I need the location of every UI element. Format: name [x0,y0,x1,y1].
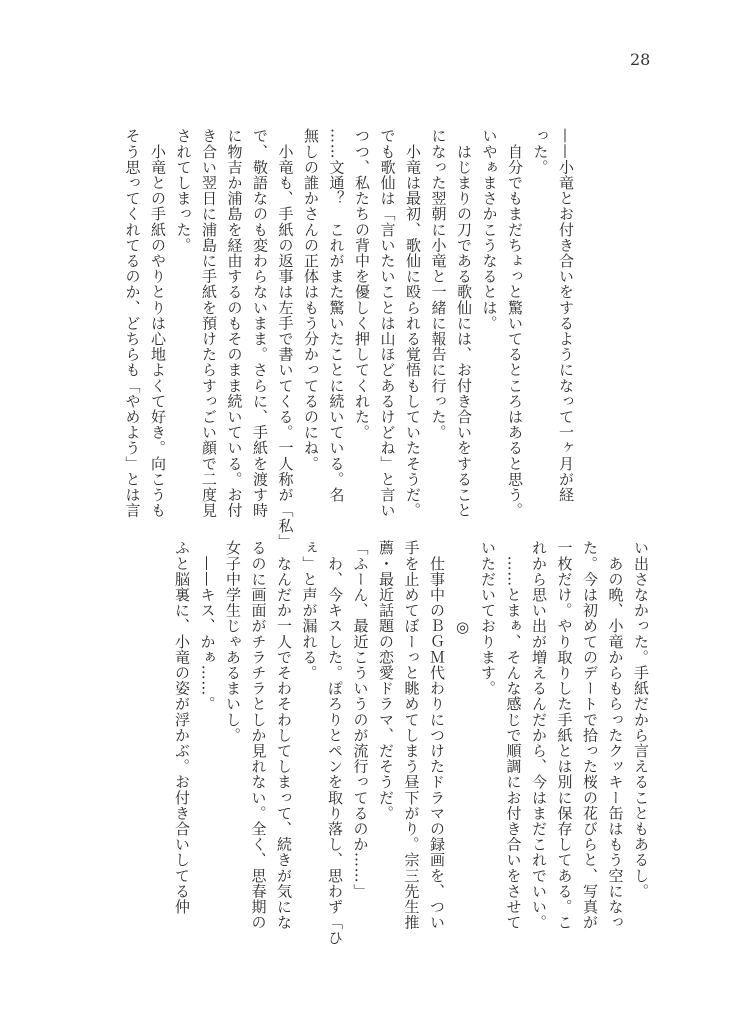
text-line: つつ、私たちの背中を優しく押してくれた。 [353,128,371,440]
text-line: った。 [531,128,550,175]
text-line: 手を止めてぼーっと眺めてしまう昼下がり。宗三先生推 [402,540,421,930]
text-line: 仕事中のＢＧＭ代わりにつけたドラマの録画を、つい [428,540,446,930]
section-break-mark: ◎ [453,618,472,637]
text-line: 薦・最近話題の恋愛ドラマ、だそうだ。 [377,540,395,821]
text-line: い出さなかった。手紙だから言えることもあるし。 [632,540,650,899]
text-line: 女子中学生じゃあるまいし。 [224,540,242,743]
text-line: に物吉か浦島を経由するのもそのまま続いている。お付 [225,128,244,518]
text-line: 小竜との手紙のやりとりは心地よくて好き。向こうも [149,128,167,518]
text-line: 一枚だけ。やり取りした手紙とは別に保存してある。こ [555,540,574,930]
text-line: ——小竜とお付き合いをするようになって一ヶ月が経 [557,128,575,503]
text-line: ……文通？ これがまた驚いたことに続いている。名 [327,128,346,503]
page-number: 28 [630,50,651,69]
text-line: た。今は初めてのデートで拾った桜の花びらと、写真が [581,540,599,930]
upper-text-block [119,128,578,550]
text-line: ぇ」と声が漏れる。 [300,540,319,681]
text-line: ふと脳裏に、小竜の姿が浮かぶ。お付き合いしてる仲 [173,540,191,915]
text-line: れから思い出が増えるんだから、今はまだこれでいい。 [530,540,548,930]
text-line: いやぁまさかこうなるとは。 [480,128,499,331]
text-line: いただいております。 [479,540,497,696]
text-line: そう思ってくれてるのか、どちらも「やめよう」とは言 [123,128,142,518]
text-line: き合い翌日に浦島に手紙を預けたらすっごい顔で二度見 [200,128,218,518]
text-line: でも歌仙は「言いたいことは山ほどあるけどね」と言い [378,128,397,518]
text-line: ……とまぁ、そんな感じで順調にお付き合いをさせて [504,540,523,930]
text-line: るのに画面がチラチラとしか見れない。全く、思春期の [249,540,268,930]
text-line: わ、今キスした。ぽろりとペンを取り落し、思わず「ひ [326,540,344,946]
text-line: あの晩、小竜からもらったクッキー缶はもう空になっ [606,540,625,930]
text-line: されてしまった。 [174,128,193,253]
lower-text-block [169,540,654,946]
text-line: 「ふーん、最近こういうのが流行ってるのか……」 [351,540,370,899]
text-line: なんだか一人でそわそわしてしまって、続きが気にな [275,540,293,930]
text-line: になった翌朝に小竜と一緒に報告に行った。 [429,128,448,440]
text-line: 無しの誰かさんの正体はもう分かってるのにね。 [302,128,320,472]
text-line: はじまりの刀である歌仙には、お付き合いをすること [455,128,473,518]
text-line: ——キス、かぁ……。 [198,540,217,712]
text-line: で、敬語なのも変わらないまま。さらに、手紙を渡す時 [251,128,269,518]
text-line: 小竜も、手紙の返事は左手で書いてくる。一人称が「私」 [276,128,295,550]
text-line: 自分でもまだちょっと驚いてるところはあると思う。 [506,128,524,518]
text-line: 小竜は最初、歌仙に殴られる覚悟もしていたそうだ。 [404,128,422,518]
